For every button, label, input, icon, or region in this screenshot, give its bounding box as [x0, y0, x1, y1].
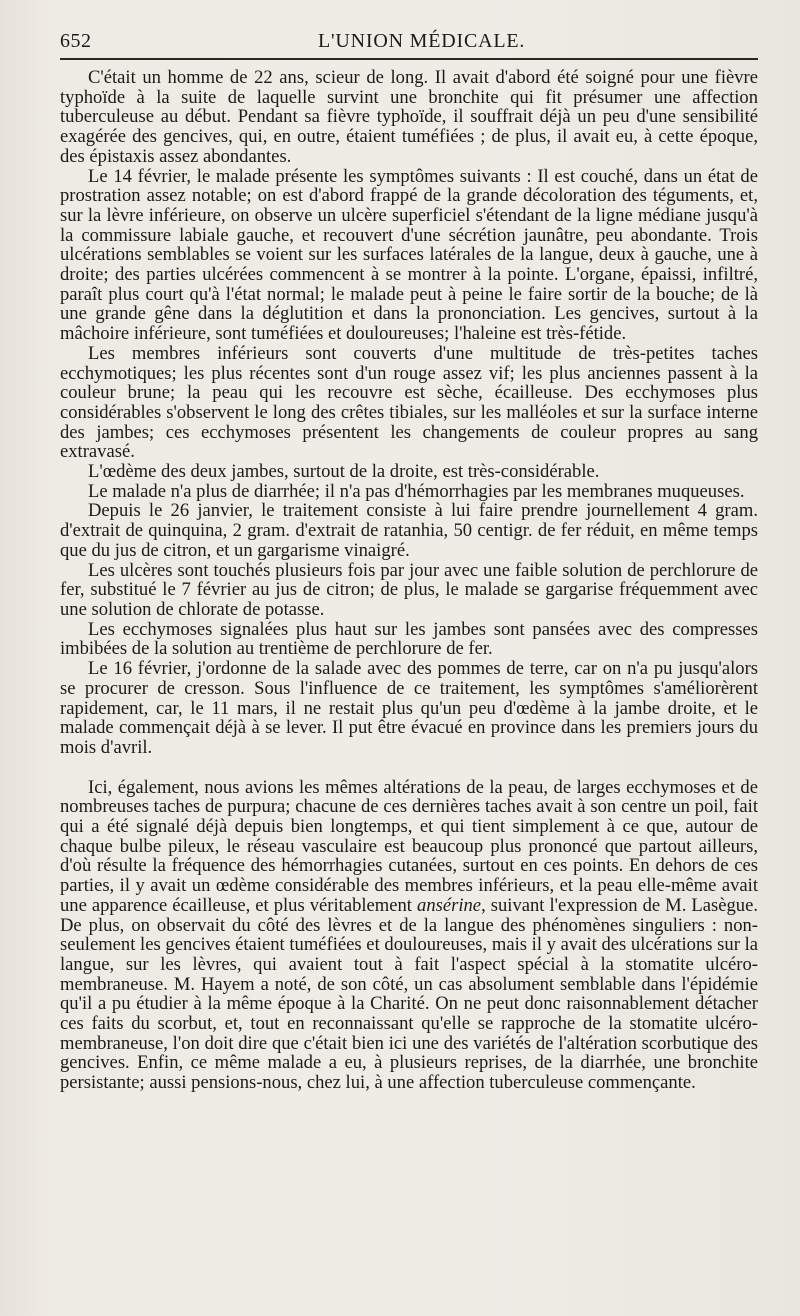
page-number: 652: [60, 30, 92, 52]
discussion-italic-term: ansérine: [417, 894, 482, 916]
paragraph-lower-limbs: Les membres inférieurs sont couverts d'une multitude de très-petites taches ecchymotiques; les plus récentes sont d'un rouge assez vif; les plus anciennes passent à la couleur brune; la peau qui les recouvre est sèche, écailleuse. Des ecchymoses plus considérables s'observent le long des crêtes tibiales, sur les malléoles et sur la surface interne des jambes; ces ecchymoses présentent les changements de couleur propres au sang extravasé.: [60, 342, 758, 463]
header-rule: [60, 58, 758, 60]
paragraph-oedema: L'œdème des deux jambes, surtout de la droite, est très-considérable.: [88, 461, 600, 483]
paragraph-no-diarrhea: Le malade n'a plus de diarrhée; il n'a pas d'hémorrhagies par les membranes muqueuses.: [88, 480, 745, 502]
discussion-text-start: Ici, également, nous avions les mêmes altérations de la peau, de larges ecchymoses et de nombreuses taches de purpura; chacune de ces dernières taches avait à son centre un poil, fait qui a été signalé déjà depuis bien longtemps, et qui tient simplement à ce que, autour de chaque bulbe pileux, le réseau vasculaire est beaucoup plus prononcé que partout ailleurs, d'où résulte la fréquence des hémorrhagies cutanées, surtout en ces points. En dehors de ces parties, il y avait un œdème considérable des membres inférieurs, et la peau elle-même avait une apparence écailleuse, et plus véritablement: [60, 776, 758, 916]
paragraph-ulcer-care: Les ulcères sont touchés plusieurs fois par jour avec une faible solution de perchlorure de fer, substitué le 7 février au jus de citron; de plus, le malade se gargarise fréquemment avec une solution de chlorate de potasse.: [60, 559, 758, 620]
body-text: [60, 68, 758, 1093]
paragraph-recovery: Le 16 février, j'ordonne de la salade avec des pommes de terre, car on n'a pu jusqu'alors se procurer de cresson. Sous l'influence de ce traitement, les symptômes s'améliorèrent rapidement, car, le 11 mars, il ne restait plus qu'un peu d'œdème à la jambe droite, et le malade commençait déjà à se lever. Il put être évacué en province dans les premiers jours du mois d'avril.: [60, 658, 758, 758]
paragraph-treatment: Depuis le 26 janvier, le traitement consiste à lui faire prendre journellement 4 gram. d'extrait de quinquina, 2 gram. d'extrait de ratanhia, 50 centigr. de fer réduit, en même temps que du jus de citron, et un gargarisme vinaigré.: [60, 500, 758, 561]
paragraph-patient-history: C'était un homme de 22 ans, scieur de long. Il avait d'abord été soigné pour une fièvre typhoïde à la suite de laquelle survint une bronchite qui fit présumer une affection tuberculeuse au début. Pendant sa fièvre typhoïde, il souffrait déjà un peu d'une sensibilité exagérée des gencives, qui, en outre, étaient tuméfiées ; de plus, il avait eu, à cette époque, des épistaxis assez abondantes.: [60, 67, 758, 167]
running-head: [60, 22, 758, 52]
paragraph-symptoms-feb-14: Le 14 février, le malade présente les symptômes suivants : Il est couché, dans un état de prostration assez notable; on est d'abord frappé de la grande décoloration des téguments, et, sur la lèvre inférieure, on observe un ulcère superficiel s'étendant de la ligne médiane jusqu'à la commissure labiale gauche, et recouvert d'une sécrétion jaunâtre, peu abondante. Trois ulcérations semblables se voient sur les surfaces latérales de la langue, deux à gauche, une à droite; des parties ulcérées commencent à se montrer à la pointe. L'organe, épaissi, infiltré, paraît plus court qu'à l'état normal; le malade peut à peine le faire sortir de la bouche; de là une grande gêne dans la déglutition et dans la prononciation. Les gencives, surtout à la mâchoire inférieure, sont tuméfiées et douloureuses; l'haleine est très-fétide.: [60, 165, 758, 345]
discussion-text-end: , suivant l'expression de M. Lasègue. De plus, on observait du côté des lèvres et de la langue des phénomènes singuliers : non-seulement les gencives étaient tuméfiées et douloureuses, mais il y avait des ulcérations sur la langue, sur les lèvres, qui avaient tout à fait l'aspect spécial à la stomatite ulcéro-membraneuse. M. Hayem a noté, de son côté, un cas absolument semblable dans l'épidémie qu'il a pu étudier à la même époque à la Charité. On ne peut donc raisonnablement détacher ces faits du scorbut, et, tout en reconnaissant qu'elle se rapproche de la stomatite ulcéro-membraneuse, l'on doit dire que c'était bien ici une des variétés de l'altération scorbutique des gencives. Enfin, ce même malade a eu, à plusieurs reprises, de la diarrhée, une bronchite persistante; aussi pensions-nous, chez lui, à une affection tuberculeuse commençante.: [60, 894, 758, 1094]
journal-title: L'UNION MÉDICALE.: [318, 30, 526, 52]
paragraph-ecchymoses-dressing: Les ecchymoses signalées plus haut sur les jambes sont pansées avec des compresses imbibées de la solution au trentième de perchlorure de fer.: [60, 618, 758, 660]
paragraph-discussion: [60, 778, 758, 1093]
